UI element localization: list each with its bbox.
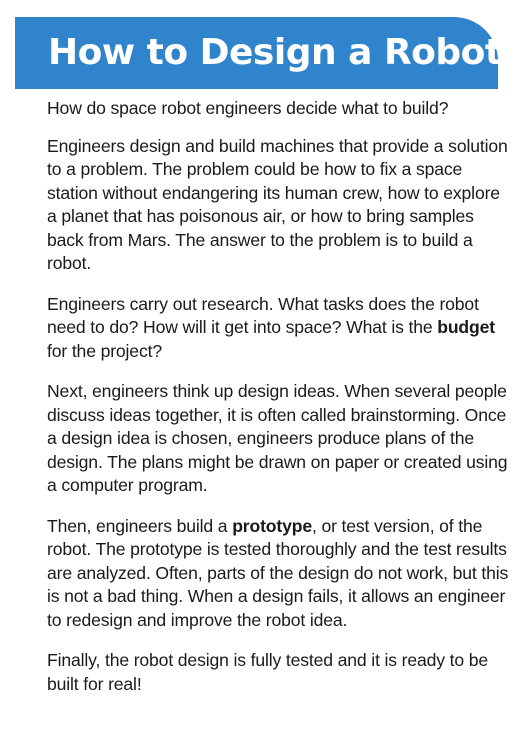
paragraph-research (47, 293, 509, 364)
paragraph-research-text-end: for the project? (47, 340, 162, 361)
paragraph-design-ideas: Next, engineers think up design ideas. When several people discuss ideas together, it is often called brainstorming. Once a design idea is chosen, engineers produce plans of the design. The plans might be drawn on paper or created using a computer program. (47, 381, 508, 495)
title-banner (15, 17, 502, 89)
page-title: How to Design a Robot (48, 32, 502, 73)
paragraph-research-text-start: Engineers carry out research. What tasks does the robot need to do? How will it get into space? What is the (47, 293, 479, 337)
article-body (47, 97, 509, 713)
paragraph-final: Finally, the robot design is fully tested and it is ready to be built for real! (47, 650, 489, 694)
paragraph-prototype-text-end: , or test version, of the robot. The prototype is tested thoroughly and the test results are analyzed. Often, parts of the design do not work, but this is not a bad thing. When a design fails, it allows an engineer to redesign and improve the robot idea. (47, 515, 509, 630)
paragraph-prototype (47, 515, 509, 633)
paragraph-problem: Engineers design and build machines that provide a solution to a problem. The problem could be how to fix a space station without endangering its human crew, how to explore a planet that has poisonous air, or how to bring samples back from Mars. The answer to the problem is to build a robot. (47, 135, 508, 273)
paragraph-prototype-text-start: Then, engineers build a (47, 515, 233, 536)
intro-question: How do space robot engineers decide what to build? (47, 98, 449, 118)
keyword-budget: budget (437, 317, 495, 337)
keyword-prototype: prototype (232, 515, 312, 536)
